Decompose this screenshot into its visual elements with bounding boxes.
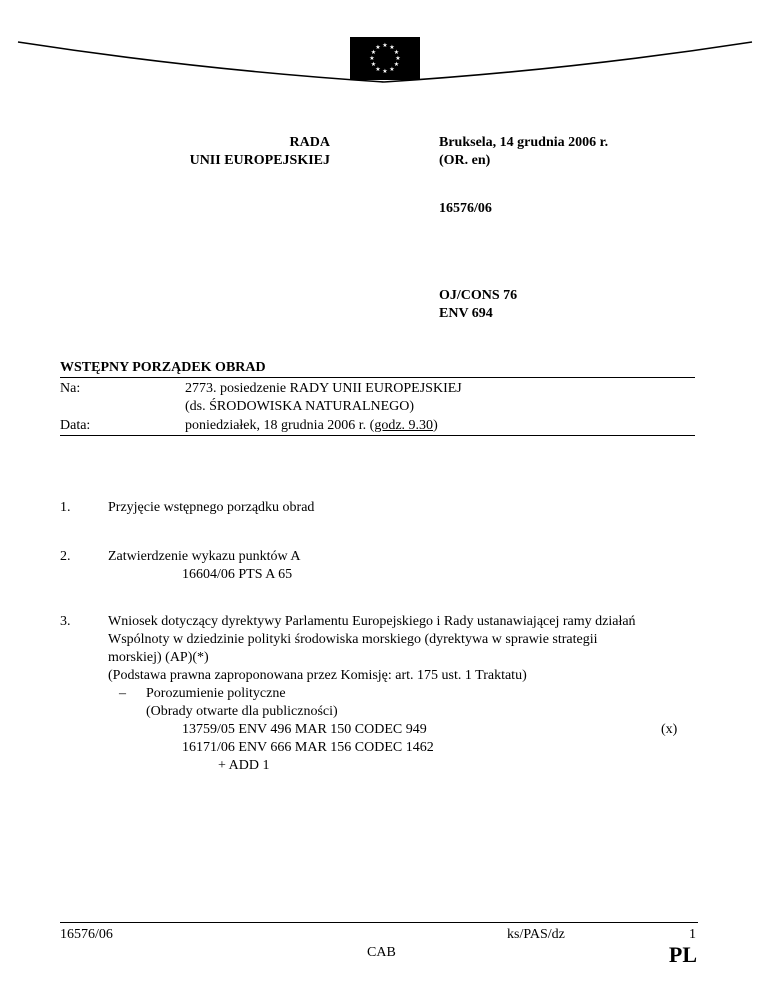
meeting-date-text: poniedziałek, 18 grudnia 2006 r. ( bbox=[185, 418, 375, 433]
item-reference-mark: (x) bbox=[661, 722, 678, 737]
item-text: Zatwierdzenie wykazu punktów A bbox=[108, 549, 301, 564]
footer-department: CAB bbox=[367, 945, 396, 960]
item-reference: 16171/06 ENV 666 MAR 156 CODEC 1462 bbox=[182, 740, 434, 755]
svg-text:★: ★ bbox=[393, 49, 400, 56]
footer-divider bbox=[60, 922, 698, 923]
svg-text:★: ★ bbox=[369, 55, 375, 62]
svg-text:★: ★ bbox=[370, 49, 377, 56]
svg-text:★: ★ bbox=[393, 61, 400, 68]
svg-text:★: ★ bbox=[382, 42, 388, 49]
footer-doc-number: 16576/06 bbox=[60, 927, 113, 942]
footer-initials: ks/PAS/dz bbox=[507, 927, 565, 942]
meeting-date-close: ) bbox=[433, 418, 438, 433]
svg-text:★: ★ bbox=[370, 61, 377, 68]
footer-page-number: 1 bbox=[689, 927, 696, 942]
original-language: (OR. en) bbox=[439, 153, 491, 168]
svg-text:★: ★ bbox=[389, 44, 395, 51]
na-label: Na: bbox=[60, 381, 81, 396]
meeting-config: (ds. ŚRODOWISKA NATURALNEGO) bbox=[185, 399, 415, 414]
eu-flag-logo bbox=[350, 37, 420, 80]
meeting-name: 2773. posiedzenie RADY UNII EUROPEJSKIEJ bbox=[185, 381, 462, 396]
item-text: Przyjęcie wstępnego porządku obrad bbox=[108, 500, 315, 515]
item-number: 3. bbox=[60, 614, 71, 629]
item-sub-note: (Obrady otwarte dla publiczności) bbox=[146, 704, 338, 719]
footer-language: PL bbox=[668, 942, 697, 967]
title-divider bbox=[60, 377, 695, 378]
council-name-line2: UNII EUROPEJSKIEJ bbox=[189, 153, 330, 168]
agenda-title: WSTĘPNY PORZĄDEK OBRAD bbox=[60, 360, 266, 375]
item-text-line: Wniosek dotyczący dyrektywy Parlamentu Europejskiego i Rady ustanawiającej ramy działań bbox=[108, 614, 636, 629]
reference-oj-cons: OJ/CONS 76 bbox=[439, 288, 518, 303]
svg-text:★: ★ bbox=[375, 66, 381, 73]
item-reference: 16604/06 PTS A 65 bbox=[182, 567, 293, 582]
header-block-divider bbox=[60, 435, 695, 436]
item-reference: 13759/05 ENV 496 MAR 150 CODEC 949 bbox=[182, 722, 427, 737]
council-name-line1: RADA bbox=[289, 135, 330, 150]
item-text-line: morskiej) (AP)(*) bbox=[108, 650, 209, 665]
bullet-dash: – bbox=[119, 686, 126, 701]
svg-text:★: ★ bbox=[389, 66, 395, 73]
item-reference-addendum: + ADD 1 bbox=[218, 758, 270, 773]
svg-text:★: ★ bbox=[395, 55, 401, 62]
reference-env: ENV 694 bbox=[439, 306, 493, 321]
meeting-date bbox=[185, 417, 438, 435]
svg-text:★: ★ bbox=[375, 44, 381, 51]
svg-text:★: ★ bbox=[382, 68, 388, 75]
meeting-time: godz. 9.30 bbox=[374, 418, 434, 433]
item-number: 2. bbox=[60, 549, 71, 564]
item-text-line: Wspólnoty w dziedzinie polityki środowiska morskiego (dyrektywa w sprawie strategii bbox=[108, 632, 598, 647]
item-sub-action: Porozumienie polityczne bbox=[146, 686, 286, 701]
doc-number: 16576/06 bbox=[439, 201, 492, 216]
data-label: Data: bbox=[60, 418, 91, 433]
item-number: 1. bbox=[60, 500, 71, 515]
place-date: Bruksela, 14 grudnia 2006 r. bbox=[439, 135, 609, 150]
item-legal-basis: (Podstawa prawna zaproponowana przez Komisję: art. 175 ust. 1 Traktatu) bbox=[108, 668, 527, 683]
